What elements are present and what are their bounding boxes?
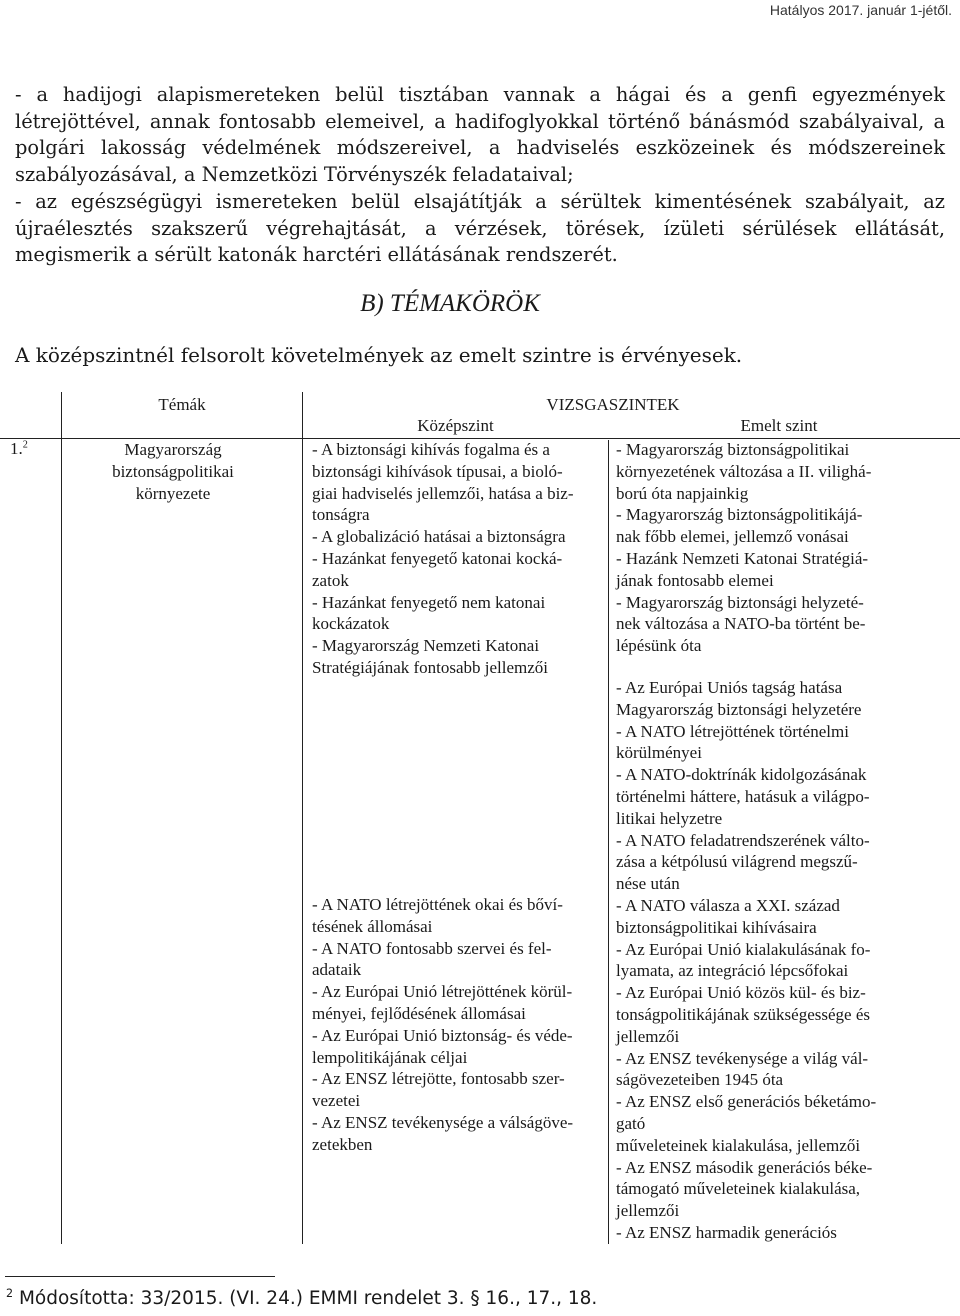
mid-level-requirements-1: - A biztonsági kihívás fogalma és a biztonsági kihívások típusai, a bioló- giai hadviselés jellemzői, hatása a biz- tonságra - A globalizáció hatásai a biztonságra - Hazánkat fenyegető katonai kocká- zatok - Hazánkat fenyegető nem katonai kockázatok - Magyarország Nemzeti Katonai Stratégiájának fontosabb jellemzői [312, 440, 574, 677]
footnote-number: 2 [6, 1286, 14, 1300]
mid-level-requirements-2: - A NATO létrejöttének okai és bőví- tésének állomásai - A NATO fontosabb szervei és fel- adataik - Az Európai Unió létrejöttének körül- ményei, fejlődésének állomásai - Az Európai Unió biztonság- és véde- lempolitikájának céljai - Az ENSZ létrejötte, fontosabb szer- vezetei - Az ENSZ tevékenysége a válságöve- zetekben [312, 895, 574, 1154]
footnote-text: Módosította: 33/2015. (VI. 24.) EMMI rendelet 3. § 16., 17., 18. [18, 1288, 598, 1309]
footnote-reference[interactable]: 2 [22, 439, 28, 451]
table-header-topics: Témák [158, 395, 206, 414]
topics-table [0, 392, 960, 1244]
table-header-levels: VIZSGASZINTEK [546, 395, 680, 414]
table-divider-topic [61, 392, 62, 1244]
adv-level-requirements-2: - Az Európai Uniós tagság hatása Magyarország biztonsági helyzetére - A NATO létrejöttének történelmi körülményei - A NATO-doktrínák kidolgozásának történelmi háttere, hatásuk a világpo- litikai helyzetre - A NATO feladatrendszerének válto- zása a kétpólusú világrend megszű- nése után - A NATO válasza a XXI. század biztonságpolitikai kihívásaira - Az Európai Unió kialakulásának fo- lyamata, az integráció lépcsőfokai - Az Európai Unió közös kül- és biz- tonságpolitikájának szükségessége és jellemzői - Az ENSZ tevékenysége a világ vál- ságövezeteiben 1945 óta - Az ENSZ első generációs béketámo- gató műveleteinek kialakulása, jellemzői - Az ENSZ második generációs béke- támogató műveleteinek kialakulása, jellemzői - Az ENSZ harmadik generációs [616, 678, 877, 1242]
section-title: B) TÉMAKÖRÖK [360, 290, 540, 317]
footnote-divider [5, 1276, 275, 1277]
adv-level-requirements-1: - Magyarország biztonságpolitikai környezetének változása a II. vilighá- ború óta napjainkig - Magyarország biztonságpolitikájá- nak főbb elemei, jellemző vonásai - Hazánk Nemzeti Katonai Stratégiá- jának fontosabb elemei - Magyarország biztonsági helyzeté- nek változása a NATO-ba történt be- lépésünk óta [616, 440, 872, 656]
intro-paragraph-2: - az egészségügyi ismereteken belül elsajátítják a sérültek kimentésének szabályait, az újraélesztés szakszerű végrehajtását, a vérzések, törések, ízületi sérülések ellátását, megismerik a sérült katonák harctéri ellátásának rendszerét. [15, 189, 945, 267]
intro-text [15, 82, 945, 269]
table-divider-adv [608, 440, 609, 1244]
section-note: A középszintnél felsorolt követelmények az emelt szintre is érvényesek. [15, 343, 743, 367]
effective-date-header: Hatályos 2017. január 1-jétől. [769, 2, 952, 18]
table-header-adv: Emelt szint [740, 416, 818, 435]
row-number: 1.$^2$ [10, 439, 28, 458]
table-header-mid: Középszint [417, 416, 494, 435]
footnote [6, 1288, 597, 1309]
row-topic: Magyarország biztonságpolitikai környezete [112, 440, 234, 503]
intro-paragraph-1: - a hadijogi alapismereteken belül tisztában vannak a hágai és a genfi egyezmények létrejöttével, annak fontosabb elemeivel, a hadifoglyokkal történő bánásmód szabályaival, a polgári lakosság védelmének módszereivel, a hadviselés eszközeinek és módszereinek szabályozásával, a Nemzetközi Törvényszék feladataival; [15, 83, 945, 187]
table-divider-mid [302, 392, 303, 1244]
